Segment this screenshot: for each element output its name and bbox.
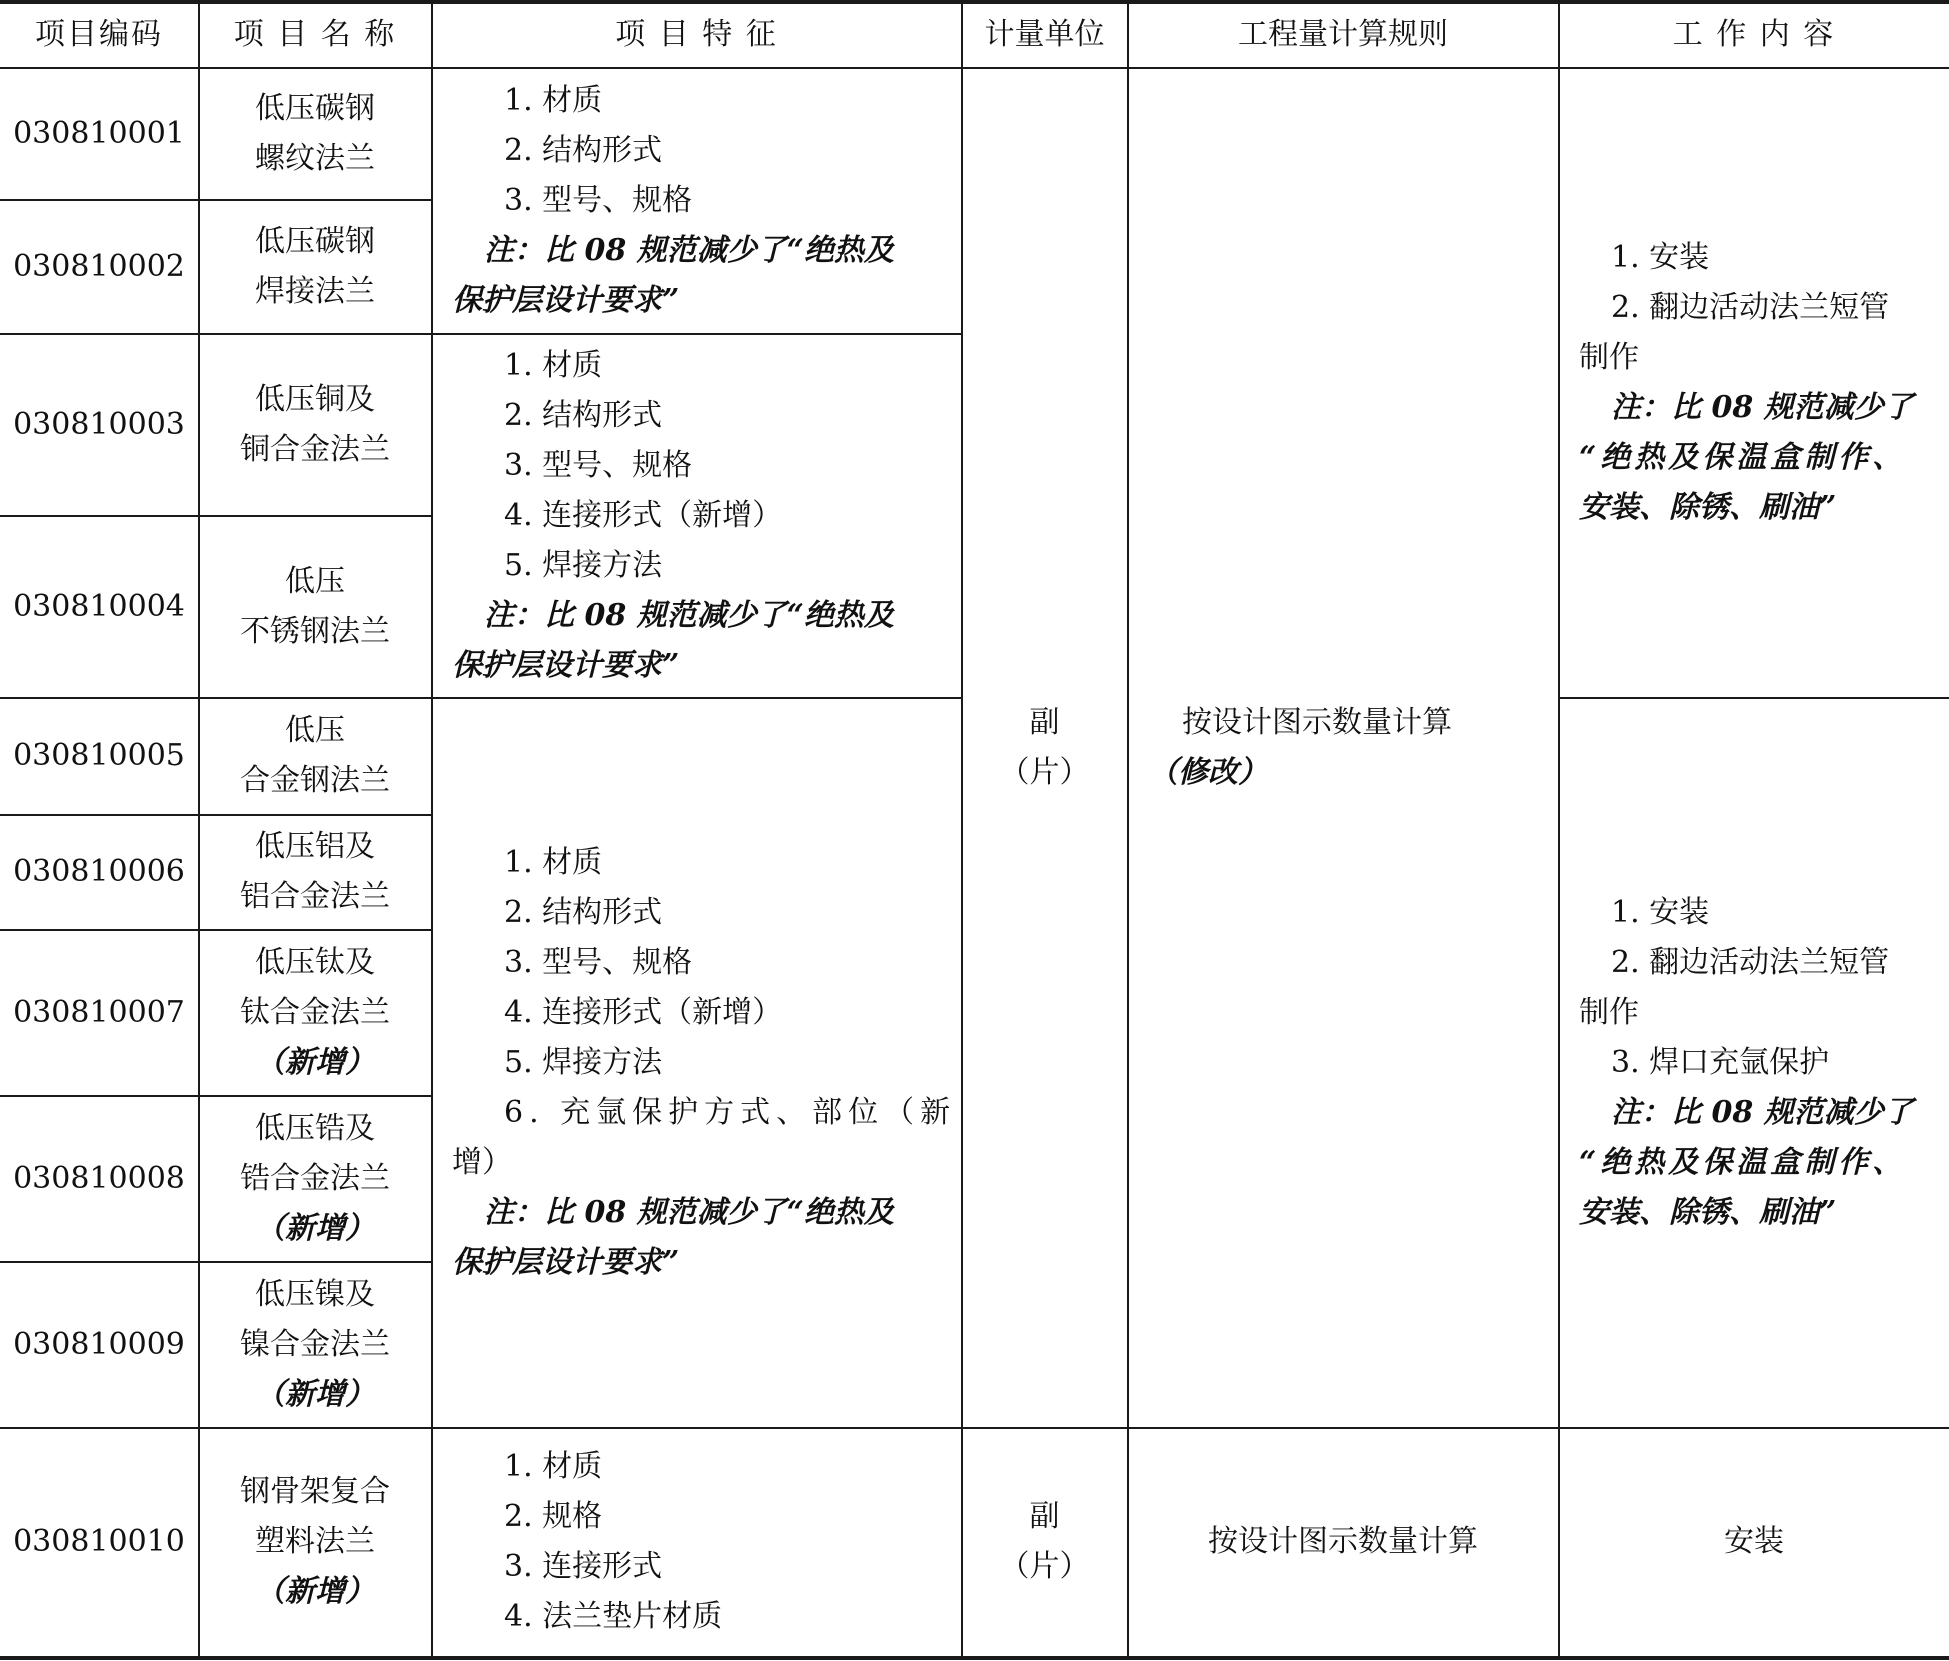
column-line <box>431 0 433 1660</box>
feature-group-3: 1. 材质 2. 结构形式 3. 型号、规格 4. 连接形式（新增） 5. 焊接方法 6. 充氩保护方式、部位（新 增） 注：比 08 规范减少了“绝热及 保护层设计要求” <box>452 844 957 1280</box>
feature-group-4: 1. 材质 2. 规格 3. 连接形式 4. 法兰垫片材质 <box>504 1449 723 1634</box>
rule-main: 按设计图示数量计算 （修改） <box>1148 704 1452 790</box>
row-code: 030810008 <box>13 1160 185 1196</box>
row-code: 030810009 <box>13 1326 185 1362</box>
unit-main: 副 （片） <box>999 704 1090 790</box>
row-name: 低压锆及 锆合金法兰 （新增） <box>240 1110 390 1246</box>
content-last: 安装 <box>1724 1524 1784 1559</box>
header-unit: 计量单位 <box>984 16 1105 52</box>
column-line <box>1558 0 1560 1660</box>
content-group-b: 1. 安装 2. 翻边活动法兰短管 制作 3. 焊口充氩保护 注：比 08 规范减少了 “绝热及保温盒制作、 安装、除锈、刷油” <box>1579 894 1914 1230</box>
row-name: 低压碳钢 焊接法兰 <box>255 223 375 309</box>
row-code: 030810003 <box>13 406 185 442</box>
header-rule: 工程量计算规则 <box>1238 16 1448 52</box>
row-name: 低压碳钢 螺纹法兰 <box>255 90 375 176</box>
header-code: 项目编码 <box>35 16 163 52</box>
row-name: 低压 合金钢法兰 <box>240 713 390 798</box>
row-code: 030810002 <box>13 248 185 284</box>
content-group-a: 1. 安装 2. 翻边活动法兰短管 制作 注：比 08 规范减少了 “绝热及保温盒制作、 安装、除锈、刷油” <box>1579 239 1914 525</box>
rule-last: 按设计图示数量计算 <box>1208 1524 1478 1559</box>
row-code: 030810010 <box>13 1524 185 1559</box>
row-code: 030810007 <box>13 994 185 1030</box>
row-name: 低压镍及 镍合金法兰 （新增） <box>240 1276 390 1412</box>
column-line <box>1127 0 1129 1660</box>
row-name: 低压铝及 铝合金法兰 <box>240 829 390 914</box>
row-name: 低压 不锈钢法兰 <box>240 563 390 649</box>
row-code: 030810004 <box>13 588 185 624</box>
unit-last: 副 （片） <box>999 1499 1090 1584</box>
row-code: 030810005 <box>13 738 185 773</box>
header-feature: 项 目 特 征 <box>615 16 778 52</box>
header-name: 项 目 名 称 <box>233 16 397 52</box>
row-code: 030810001 <box>13 115 185 151</box>
row-code: 030810006 <box>13 854 185 889</box>
row-name: 低压铜及 铜合金法兰 <box>240 381 390 467</box>
table-bottom-border <box>0 1656 1949 1660</box>
header-content: 工 作 内 容 <box>1672 16 1836 52</box>
row-name: 钢骨架复合 塑料法兰 （新增） <box>240 1474 390 1609</box>
feature-group-2: 1. 材质 2. 结构形式 3. 型号、规格 4. 连接形式（新增） 5. 焊接方法 注：比 08 规范减少了“绝热及 保护层设计要求” <box>452 347 894 683</box>
feature-group-1: 1. 材质 2. 结构形式 3. 型号、规格 注：比 08 规范减少了“绝热及 保护层设计要求” <box>452 82 894 318</box>
row-name: 低压钛及 钛合金法兰 （新增） <box>240 944 390 1080</box>
